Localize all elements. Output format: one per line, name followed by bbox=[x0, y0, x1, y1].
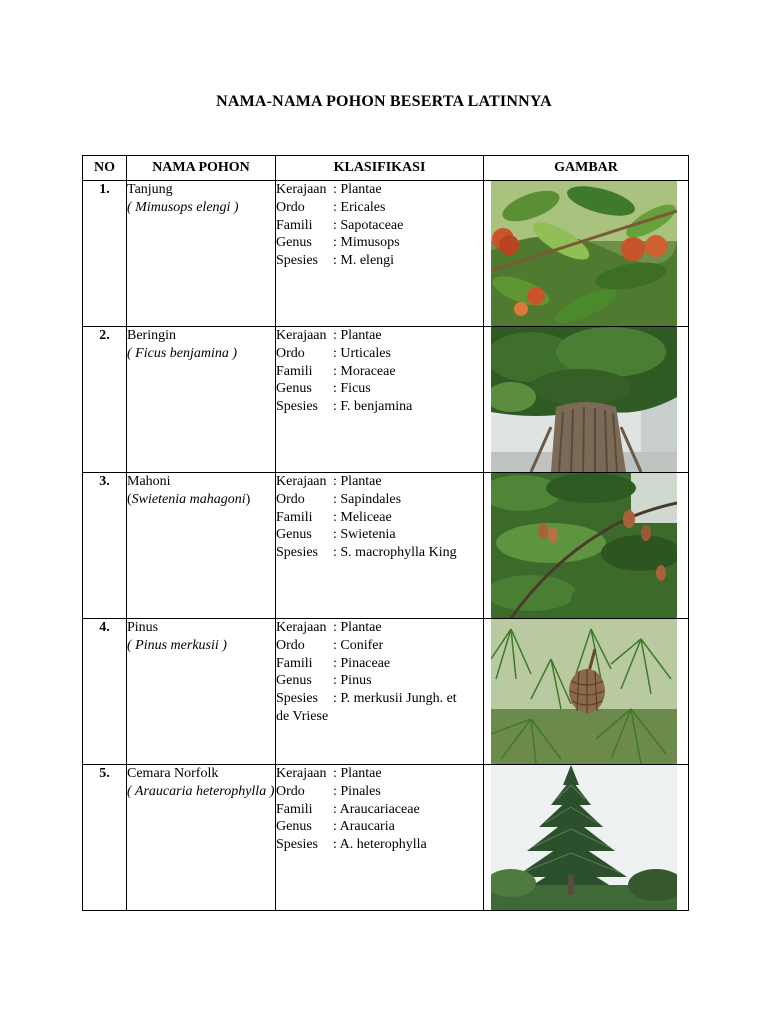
famili-value: : Meliceae bbox=[333, 509, 392, 525]
beringin-tree-photo bbox=[491, 327, 677, 472]
ordo-value: : Ericales bbox=[333, 199, 386, 215]
ordo-value: : Urticales bbox=[333, 345, 391, 361]
genus-line bbox=[276, 526, 483, 544]
kerajaan-label: Kerajaan bbox=[276, 474, 327, 489]
tree-name: Cemara Norfolk bbox=[127, 766, 219, 781]
image-cell bbox=[484, 181, 689, 327]
image-cell bbox=[484, 619, 689, 765]
tree-name-cell bbox=[127, 327, 276, 473]
image-cell bbox=[484, 765, 689, 911]
genus-line bbox=[276, 234, 483, 252]
genus-label: Genus bbox=[276, 673, 312, 689]
spesies-value: : S. macrophylla King bbox=[333, 545, 457, 561]
kerajaan-line bbox=[276, 473, 483, 491]
kerajaan-value: : Plantae bbox=[333, 766, 382, 781]
spesies-line bbox=[276, 544, 483, 562]
tree-name: Pinus bbox=[127, 620, 159, 635]
header-nama: NAMA POHON bbox=[127, 156, 276, 181]
tree-name-cell bbox=[127, 181, 276, 327]
genus-line bbox=[276, 818, 483, 836]
kerajaan-value: : Plantae bbox=[333, 328, 382, 343]
ordo-label: Ordo bbox=[276, 199, 305, 215]
row-number: 5. bbox=[83, 765, 127, 911]
kerajaan-line bbox=[276, 619, 483, 637]
tree-latin-name: ( Mimusops elengi ) bbox=[127, 199, 239, 215]
genus-line bbox=[276, 672, 483, 690]
row-number: 2. bbox=[83, 327, 127, 473]
table-row bbox=[83, 473, 689, 619]
tree-name: Beringin bbox=[127, 328, 176, 343]
tree-latin-name: ( Araucaria heterophylla ) bbox=[127, 783, 275, 799]
ordo-value: : Conifer bbox=[333, 637, 384, 653]
tree-name-cell bbox=[127, 619, 276, 765]
famili-line bbox=[276, 217, 483, 235]
pine-cone-photo bbox=[491, 619, 677, 764]
ordo-line bbox=[276, 491, 483, 509]
spesies-line bbox=[276, 690, 483, 708]
genus-label: Genus bbox=[276, 235, 312, 251]
genus-label: Genus bbox=[276, 819, 312, 835]
tree-latin-name: (Swietenia mahagoni) bbox=[127, 491, 251, 507]
famili-line bbox=[276, 801, 483, 819]
spesies-line bbox=[276, 252, 483, 270]
ordo-label: Ordo bbox=[276, 345, 305, 361]
ordo-line bbox=[276, 783, 483, 801]
tree-name-cell bbox=[127, 473, 276, 619]
header-klasifikasi: KLASIFIKASI bbox=[276, 156, 484, 181]
spesies-label: Spesies bbox=[276, 545, 318, 561]
tree-name-cell bbox=[127, 765, 276, 911]
classification-cell bbox=[276, 181, 484, 327]
norfolk-pine-photo bbox=[491, 765, 677, 910]
kerajaan-line bbox=[276, 327, 483, 345]
spesies-label: Spesies bbox=[276, 691, 318, 707]
genus-label: Genus bbox=[276, 527, 312, 543]
tree-table bbox=[82, 155, 689, 911]
famili-label: Famili bbox=[276, 655, 313, 671]
page-title: NAMA-NAMA POHON BESERTA LATINNYA bbox=[216, 93, 552, 110]
ordo-value: : Sapindales bbox=[333, 491, 402, 507]
famili-label: Famili bbox=[276, 801, 313, 817]
header-no: NO bbox=[83, 156, 127, 181]
spesies-value: : P. merkusii Jungh. et bbox=[333, 691, 457, 707]
famili-label: Famili bbox=[276, 217, 313, 233]
famili-value: : Araucariaceae bbox=[333, 801, 420, 817]
kerajaan-line bbox=[276, 765, 483, 783]
kerajaan-value: : Plantae bbox=[333, 474, 382, 489]
spesies-line bbox=[276, 836, 483, 854]
genus-value: : Pinus bbox=[333, 673, 372, 689]
row-number: 1. bbox=[83, 181, 127, 327]
classification-cell bbox=[276, 619, 484, 765]
image-cell bbox=[484, 473, 689, 619]
famili-value: : Moraceae bbox=[333, 363, 396, 379]
famili-label: Famili bbox=[276, 363, 313, 379]
famili-value: : Pinaceae bbox=[333, 655, 391, 671]
table-row bbox=[83, 619, 689, 765]
tree-latin-name: ( Ficus benjamina ) bbox=[127, 345, 238, 361]
table-row bbox=[83, 327, 689, 473]
row-number: 4. bbox=[83, 619, 127, 765]
tree-name: Tanjung bbox=[127, 182, 173, 197]
tree-name: Mahoni bbox=[127, 474, 171, 489]
spesies-value: : M. elengi bbox=[333, 253, 395, 269]
table-header-row bbox=[83, 156, 689, 181]
ordo-label: Ordo bbox=[276, 637, 305, 653]
table-row bbox=[83, 765, 689, 911]
mahoni-tree-photo bbox=[491, 473, 677, 618]
kerajaan-label: Kerajaan bbox=[276, 182, 327, 197]
famili-label: Famili bbox=[276, 509, 313, 525]
ordo-label: Ordo bbox=[276, 783, 305, 799]
ordo-value: : Pinales bbox=[333, 783, 381, 799]
ordo-label: Ordo bbox=[276, 491, 305, 507]
famili-line bbox=[276, 363, 483, 381]
genus-value: : Mimusops bbox=[333, 235, 400, 251]
famili-value: : Sapotaceae bbox=[333, 217, 404, 233]
spesies-label: Spesies bbox=[276, 399, 318, 415]
ordo-line bbox=[276, 345, 483, 363]
famili-line bbox=[276, 509, 483, 527]
spesies-label: Spesies bbox=[276, 253, 318, 269]
spesies-label: Spesies bbox=[276, 837, 318, 853]
kerajaan-label: Kerajaan bbox=[276, 620, 327, 635]
kerajaan-line bbox=[276, 181, 483, 199]
classification-cell bbox=[276, 473, 484, 619]
spesies-line bbox=[276, 398, 483, 416]
kerajaan-label: Kerajaan bbox=[276, 328, 327, 343]
famili-line bbox=[276, 655, 483, 673]
ordo-line bbox=[276, 199, 483, 217]
tree-latin-name: ( Pinus merkusii ) bbox=[127, 637, 227, 653]
classification-cell bbox=[276, 327, 484, 473]
kerajaan-value: : Plantae bbox=[333, 620, 382, 635]
genus-label: Genus bbox=[276, 381, 312, 397]
header-gambar: GAMBAR bbox=[484, 156, 689, 181]
kerajaan-value: : Plantae bbox=[333, 182, 382, 197]
genus-line bbox=[276, 380, 483, 398]
row-number: 3. bbox=[83, 473, 127, 619]
genus-value: : Ficus bbox=[333, 381, 371, 397]
tree-latin-italic: Swietenia mahagoni bbox=[131, 491, 246, 507]
spesies-value: : F. benjamina bbox=[333, 399, 413, 415]
kerajaan-label: Kerajaan bbox=[276, 766, 327, 781]
tanjung-fruit-photo bbox=[491, 181, 677, 326]
classification-cell bbox=[276, 765, 484, 911]
spesies-value: : A. heterophylla bbox=[333, 837, 427, 853]
genus-value: : Araucaria bbox=[333, 819, 395, 835]
genus-value: : Swietenia bbox=[333, 527, 396, 543]
spesies-continuation: de Vriese bbox=[276, 708, 329, 724]
ordo-line bbox=[276, 637, 483, 655]
table-row bbox=[83, 181, 689, 327]
image-cell bbox=[484, 327, 689, 473]
